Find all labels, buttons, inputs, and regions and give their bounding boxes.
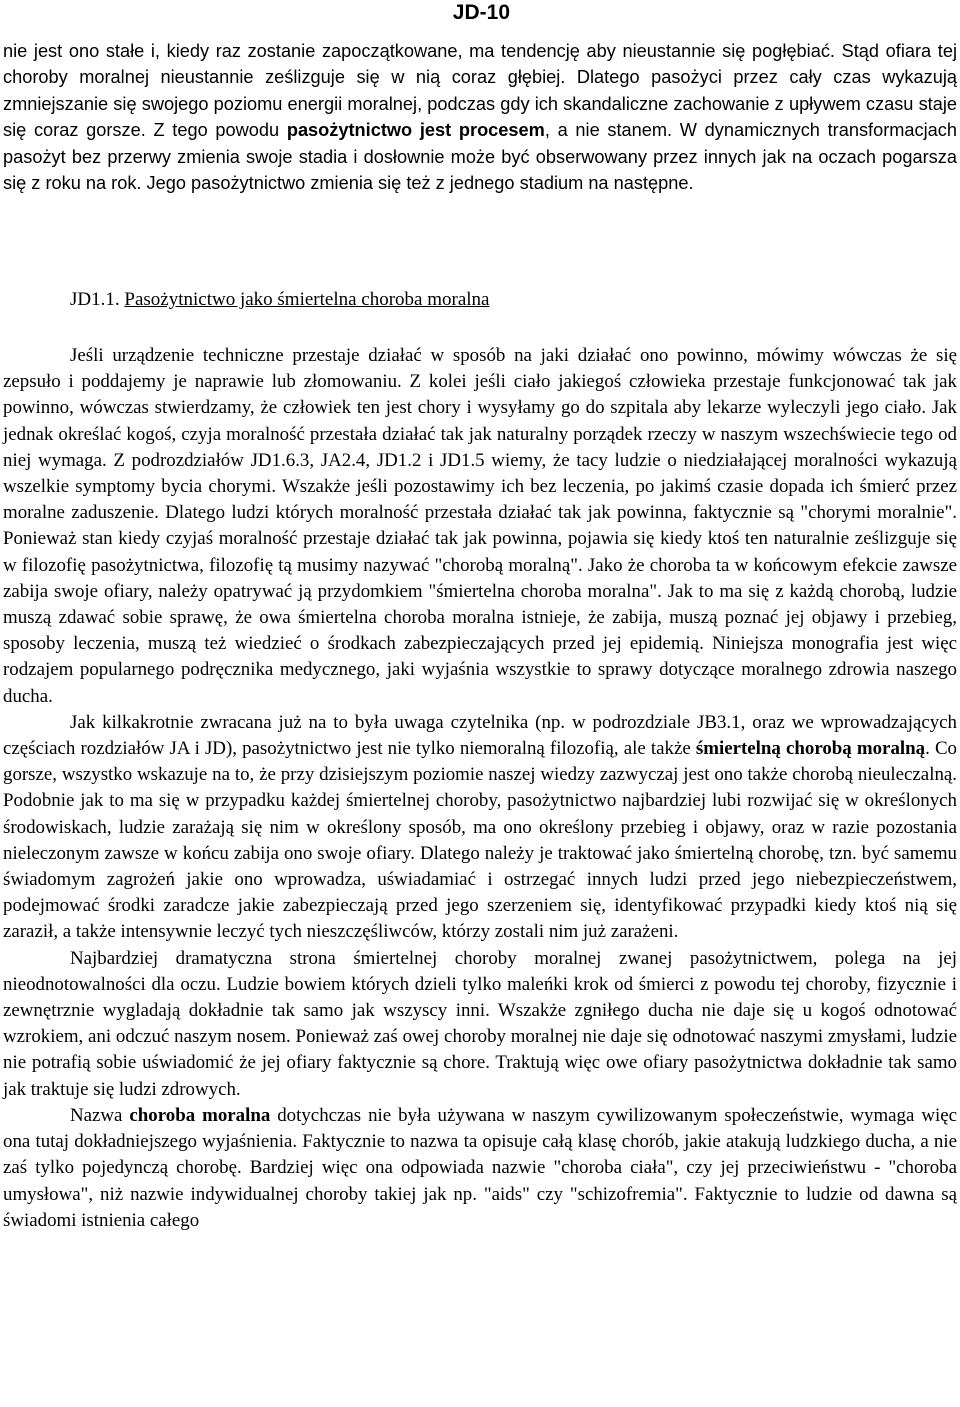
paragraph-4-part2: dotychczas nie była używana w naszym cywilizowanym społeczeństwie, wymaga więc ona tutaj dokładniejszego wyjaśnienia. Faktycznie to nazwa ta opisuje całą klasę chorób, jakie atakują ludzkiego ducha, a nie zaś tylko pojedynczą chorobę. Bardziej więc ona odpowiada nazwie "choroba ciała", czy jej przeciwieństwu - "choroba umysłowa", niż nazwie indywidualnej choroby takiej jak np. "aids" czy "schizofremia". Faktycznie to ludzie od dawna są świadomi istnienia całego — [3, 1104, 957, 1231]
intro-paragraph — [3, 38, 957, 196]
page-header-id: JD-10 — [452, 1, 510, 24]
section-body — [3, 343, 957, 1234]
paragraph-2-part1: Jak kilkakrotnie zwracana już na to była uwaga czytelnika (np. w podrozdziale JB3.1, oraz we wprowadzających częściach rozdziałów JA i JD), pasożytnictwo jest nie tylko niemoralną filozofią, ale także — [3, 711, 957, 760]
paragraph-2-bold-phrase: śmiertelną chorobą moralną — [695, 738, 926, 760]
paragraph-2 — [3, 710, 957, 946]
intro-text-part1: nie jest ono stałe i, kiedy raz zostanie zapoczątkowane, ma tendencję aby nieustannie się pogłębiać. Stąd ofiara tej choroby moralnej nieustannie ześlizguje się w nią coraz głębiej. Dlatego pasożyci przez cały czas wykazują zmniejszanie się swojego poziomu energii moralnej, podczas gdy ich skandaliczne zachowanie z upływem czasu staje się coraz gorsze. Z tego powodu — [3, 41, 957, 141]
section-title: Pasożytnictwo jako śmiertelna choroba moralna — [124, 289, 490, 310]
section-number: JD1.1. — [70, 289, 120, 310]
intro-text-part2: , a nie stanem. W dynamicznych transformacjach pasożyt bez przerwy zmienia swoje stadia i dosłownie może być obserwowany przez innych jak na oczach pogarsza się z roku na rok. Jego pasożytnictwo zmienia się też z jednego stadium na następne. — [3, 120, 957, 194]
paragraph-2-part2: . Co gorsze, wszystko wskazuje na to, że przy dzisiejszym poziomie naszej wiedzy zazwyczaj jest ono także chorobą nieuleczalną. Podobnie jak to ma się w przypadku każdej śmiertelnej choroby, pasożytnictwo najbardziej lubi rozwijać się w określonych środowiskach, ludzie zarażają się nim w określony sposób, ma ono określony przebieg i objawy, oraz w razie pozostania nieleczonym zawsze w końcu zabija ono swoje ofiary. Dlatego należy je traktować jako śmiertelną chorobę, tzn. być samemu świadomym zagrożeń jakie ono wprowadza, uświadamiać i ostrzegać innych ludzi przed jego niebezpieczeństwem, podejmować środki zaradcze jakie zabezpieczają przed jego szerzeniem się, identyfikować przypadki kiedy ktoś nią się zaraził, a także intensywnie leczyć tych nieszczęśliwców, którzy zostali nim już zarażeni. — [3, 738, 957, 943]
paragraph-3: Najbardziej dramatyczna strona śmiertelnej choroby moralnej zwanej pasożytnictwem, polega na jej nieodnotowalności dla oczu. Ludzie bowiem których dzieli tylko maleńki krok od śmierci z powodu tej choroby, fizycznie i zewnętrznie wygladają dokładnie tak samo jak wszyscy inni. Wszakże zgniłego ducha nie daje się u kogoś odnotować wzrokiem, ani odczuć naszym nosem. Ponieważ zaś owej choroby moralnej nie daje się odnotować naszymi zmysłami, ludzie nie potrafią sobie uświadomić że jej ofiary faktycznie są chore. Traktują więc owe ofiary pasożytnictwa dokładnie tak samo jak traktuje się ludzi zdrowych. — [3, 947, 957, 1100]
paragraph-4-bold-phrase: choroba moralna — [129, 1104, 271, 1126]
paragraph-1: Jeśli urządzenie techniczne przestaje działać w sposób na jaki działać ono powinno, mówimy wówczas że się zepsuło i poddajemy je naprawie lub złomowaniu. Z kolei jeśli ciało jakiegoś człowieka przestaje funkcjonować tak jak powinno, wówczas stwierdzamy, że człowiek ten jest chory i wysyłamy go do szpitala aby lekarze wyleczyli jego ciało. Jak jednak określać kogoś, czyja moralność przestała działać tak jak naturalny porządek rzeczy w naszym wszechświecie tego od niej wymaga. Z podrozdziałów JD1.6.3, JA2.4, JD1.2 i JD1.5 wiemy, że tacy ludzie o niedziałającej moralności wykazują wszelkie symptomy bycia chorymi. Wszakże jeśli pozostawimy ich bez leczenia, po jakimś czasie dopada ich śmierć przez moralne zaduszenie. Dlatego ludzi których moralność przestała działać tak jak powinna, faktycznie są "chorymi moralnie". Ponieważ stan kiedy czyjaś moralność przestaje działać tak jak powinna, pojawia się kiedy ktoś ten naturalnie ześlizguje się w filozofię pasożytnictwa, filozofię tą musimy nazywać "chorobą moralną". Jako że choroba ta w końcowym efekcie zawsze zabija swoje ofiary, należy opatrywać ją przydomkiem "śmiertelna choroba moralna". Jak to ma się z każdą chorobą, ludzie muszą zdawać sobie sprawę, że owa śmiertelna choroba moralna istnieje, że zabija, muszą poznać jej objawy i przebieg, sposoby leczenia, muszą też wiedzieć o środkach zabezpieczających przed jej epidemią. Niniejsza monografia jest więc rodzajem popularnego podręcznika medycznego, jaki wyjaśnia wszystkie to sprawy dotyczące moralnego zdrowia naszego ducha. — [3, 345, 957, 707]
paragraph-4-part1: Nazwa — [70, 1104, 130, 1126]
paragraph-4 — [3, 1103, 957, 1234]
section-heading — [70, 287, 490, 313]
intro-bold-phrase: pasożytnictwo jest procesem — [286, 120, 545, 141]
